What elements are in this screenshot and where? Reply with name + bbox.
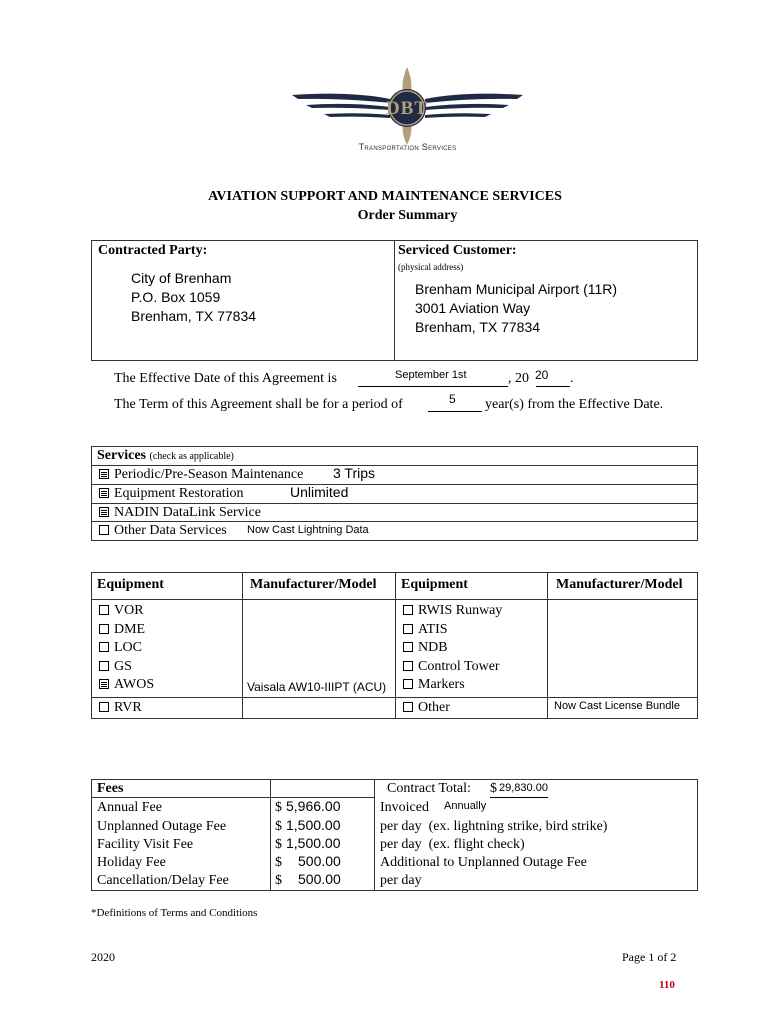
equipment-item[interactable]: [99, 603, 144, 619]
service-label: Equipment Restoration: [114, 486, 244, 501]
equipment-model[interactable]: Now Cast License Bundle: [554, 700, 680, 712]
service-item[interactable]: [99, 523, 227, 539]
fee-currency: $: [275, 873, 282, 888]
equipment-checkbox[interactable]: [99, 702, 109, 712]
contract-total-label: Contract Total:: [387, 781, 471, 796]
fee-desc-value[interactable]: Annually: [444, 800, 487, 812]
page-stamp-number: 110: [659, 979, 675, 991]
fee-amount[interactable]: 5,966.00: [286, 798, 341, 814]
contracted-party-line: P.O. Box 1059: [131, 289, 221, 305]
equipment-checkbox[interactable]: [403, 605, 413, 615]
footer-year: 2020: [91, 950, 115, 964]
serviced-customer-address: [415, 280, 617, 337]
equipment-checkbox[interactable]: [99, 605, 109, 615]
service-item[interactable]: [99, 467, 303, 483]
model-header: Manufacturer/Model: [250, 577, 377, 592]
equipment-item[interactable]: [99, 622, 145, 638]
equipment-checkbox[interactable]: [99, 679, 109, 689]
equipment-checkbox[interactable]: [403, 661, 413, 671]
equipment-model[interactable]: Vaisala AW10-IIIPT (ACU): [247, 680, 387, 694]
equipment-checkbox[interactable]: [99, 642, 109, 652]
equipment-label: VOR: [114, 603, 144, 618]
fee-currency: $: [275, 800, 282, 815]
equipment-label: Control Tower: [418, 659, 500, 674]
effective-date-end: .: [570, 371, 574, 386]
page-indicator: Page 1 of 2: [622, 950, 677, 964]
contracted-party-line: City of Brenham: [131, 270, 232, 286]
equipment-label: DME: [114, 622, 146, 637]
equipment-header: Equipment: [401, 577, 468, 592]
service-label: Periodic/Pre-Season Maintenance: [114, 467, 304, 482]
term-suffix: year(s) from the Effective Date.: [485, 397, 664, 412]
service-checkbox[interactable]: [99, 488, 109, 498]
equipment-item[interactable]: [99, 677, 154, 693]
service-label: NADIN DataLink Service: [114, 505, 261, 520]
effective-year-prefix: , 20: [508, 371, 529, 386]
fee-amount[interactable]: 500.00: [298, 853, 341, 869]
fee-amount[interactable]: 1,500.00: [286, 835, 341, 851]
services-note: (check as applicable): [149, 451, 234, 462]
equipment-label: AWOS: [114, 677, 155, 692]
services-label: Services: [97, 448, 146, 463]
service-value[interactable]: Unlimited: [290, 484, 349, 500]
contracted-party-address: [131, 269, 256, 326]
equipment-label: RWIS Runway: [418, 603, 503, 618]
service-value[interactable]: Now Cast Lightning Data: [247, 524, 369, 536]
fee-name: Annual Fee: [97, 800, 162, 815]
service-label: Other Data Services: [114, 523, 227, 538]
service-item[interactable]: [99, 505, 261, 521]
equipment-item[interactable]: [99, 640, 142, 656]
equipment-checkbox[interactable]: [99, 661, 109, 671]
serviced-customer-label: Serviced Customer:: [398, 243, 517, 258]
document-title: AVIATION SUPPORT AND MAINTENANCE SERVICES: [208, 189, 562, 204]
equipment-item[interactable]: [403, 700, 450, 716]
fee-currency: $: [275, 819, 282, 834]
fee-name: Unplanned Outage Fee: [97, 819, 227, 834]
logo-letters: DBT: [385, 98, 429, 119]
fee-amount[interactable]: 500.00: [298, 871, 341, 887]
contracted-party-label: Contracted Party:: [98, 243, 208, 258]
fee-name: Holiday Fee: [97, 855, 166, 870]
term-text: The Term of this Agreement shall be for a period of: [114, 397, 403, 412]
fee-desc: Additional to Unplanned Outage Fee: [380, 855, 587, 870]
contract-total-value[interactable]: 29,830.00: [499, 782, 548, 794]
equipment-label: RVR: [114, 700, 142, 715]
service-item[interactable]: [99, 486, 243, 502]
contracted-party-line: Brenham, TX 77834: [131, 308, 257, 324]
fee-amount[interactable]: 1,500.00: [286, 817, 341, 833]
service-checkbox[interactable]: [99, 507, 109, 517]
serviced-customer-line: Brenham Municipal Airport (11R): [415, 281, 618, 297]
serviced-customer-line: Brenham, TX 77834: [415, 319, 541, 335]
equipment-label: Other: [418, 700, 450, 715]
company-logo: [290, 65, 525, 155]
fees-label: Fees: [97, 781, 124, 796]
term-value[interactable]: 5: [449, 392, 456, 406]
footnote: *Definitions of Terms and Conditions: [91, 907, 258, 919]
equipment-item[interactable]: [403, 640, 448, 656]
equipment-item[interactable]: [403, 622, 448, 638]
service-checkbox[interactable]: [99, 525, 109, 535]
equipment-header: Equipment: [97, 577, 164, 592]
services-header: [97, 448, 234, 464]
equipment-item[interactable]: [403, 659, 500, 675]
equipment-label: LOC: [114, 640, 142, 655]
equipment-checkbox[interactable]: [403, 679, 413, 689]
equipment-checkbox[interactable]: [403, 624, 413, 634]
model-header: Manufacturer/Model: [556, 577, 683, 592]
equipment-item[interactable]: [403, 677, 465, 693]
serviced-customer-line: 3001 Aviation Way: [415, 300, 531, 316]
equipment-label: NDB: [418, 640, 448, 655]
equipment-checkbox[interactable]: [403, 702, 413, 712]
logo-tagline: Transportation Services: [358, 142, 457, 152]
fee-desc: per day: [380, 873, 422, 888]
physical-address-note: (physical address): [398, 262, 464, 272]
service-checkbox[interactable]: [99, 469, 109, 479]
fee-name: Cancellation/Delay Fee: [97, 873, 229, 888]
fee-currency: $: [275, 837, 282, 852]
effective-date-text: The Effective Date of this Agreement is: [114, 371, 337, 386]
fee-desc: per day (ex. flight check): [380, 837, 525, 852]
fee-desc: per day (ex. lightning strike, bird strike): [380, 819, 608, 834]
equipment-item[interactable]: [403, 603, 502, 619]
equipment-label: ATIS: [418, 622, 448, 637]
fee-currency: $: [275, 855, 282, 870]
contract-total-currency: $: [490, 781, 497, 796]
document-subtitle: Order Summary: [357, 208, 458, 223]
equipment-label: GS: [114, 659, 132, 674]
equipment-checkbox[interactable]: [403, 642, 413, 652]
equipment-checkbox[interactable]: [99, 624, 109, 634]
equipment-item[interactable]: [99, 700, 142, 716]
service-value[interactable]: 3 Trips: [333, 465, 376, 481]
equipment-label: Markers: [418, 677, 465, 692]
effective-date-value[interactable]: September 1st: [395, 369, 467, 381]
equipment-item[interactable]: [99, 659, 132, 675]
fee-name: Facility Visit Fee: [97, 837, 194, 852]
fee-desc: Invoiced: [380, 800, 429, 815]
effective-year-value[interactable]: 20: [535, 368, 549, 382]
